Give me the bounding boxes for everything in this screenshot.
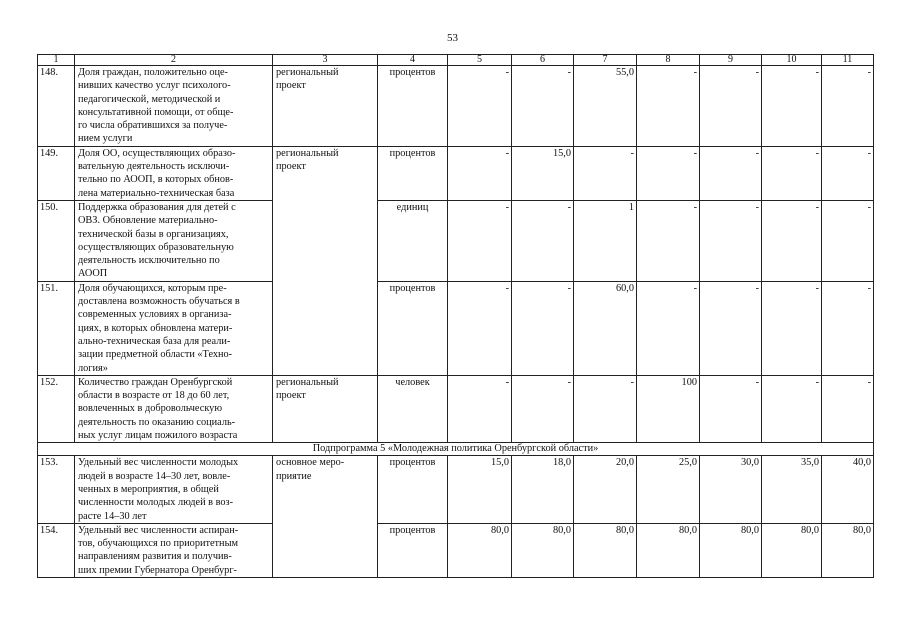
value-cell: - — [448, 375, 512, 442]
value-cell: 40,0 — [822, 456, 874, 523]
column-number: 2 — [75, 55, 273, 66]
value-cell: - — [448, 200, 512, 281]
value-cell: - — [822, 375, 874, 442]
row-number: 154. — [38, 523, 75, 577]
column-number: 11 — [822, 55, 874, 66]
indicator-type: региональный проект — [273, 66, 378, 147]
value-cell: 20,0 — [574, 456, 637, 523]
value-cell: - — [700, 146, 762, 200]
table-row — [38, 523, 874, 577]
value-cell: - — [762, 66, 822, 147]
indicator-type: основное меро- приятие — [273, 456, 378, 578]
value-cell: 80,0 — [762, 523, 822, 577]
value-cell: - — [512, 66, 574, 147]
indicator-name: Удельный вес численности молодых людей в возрасте 14–30 лет, вовле- ченных в мероприятия, в общей численности молодых людей в воз- расте 14–30 лет — [75, 456, 273, 523]
value-cell: 80,0 — [637, 523, 700, 577]
value-cell: - — [762, 200, 822, 281]
value-cell: - — [700, 281, 762, 375]
page-number: 53 — [447, 32, 458, 44]
unit: человек — [378, 375, 448, 442]
value-cell: - — [512, 375, 574, 442]
value-cell: - — [700, 375, 762, 442]
column-number: 6 — [512, 55, 574, 66]
value-cell: - — [448, 66, 512, 147]
indicators-table — [37, 54, 874, 578]
unit: процентов — [378, 146, 448, 200]
value-cell: - — [637, 281, 700, 375]
row-number: 150. — [38, 200, 75, 281]
value-cell: 15,0 — [512, 146, 574, 200]
value-cell: - — [822, 146, 874, 200]
table-row — [38, 200, 874, 281]
indicator-name: Удельный вес численности аспиран- тов, обучающихся по приоритетным направлениям развития и получив- ших премии Губернатора Оренбург- — [75, 523, 273, 577]
value-cell: - — [700, 200, 762, 281]
table-row — [38, 281, 874, 375]
value-cell: 80,0 — [822, 523, 874, 577]
table-row — [38, 375, 874, 442]
indicator-name: Поддержка образования для детей с ОВЗ. Обновление материально- технической базы в организациях, осуществляющих образовательную деятельность исключительно по АООП — [75, 200, 273, 281]
unit: единиц — [378, 200, 448, 281]
value-cell: - — [637, 200, 700, 281]
value-cell: 18,0 — [512, 456, 574, 523]
value-cell: 100 — [637, 375, 700, 442]
column-number: 8 — [637, 55, 700, 66]
value-cell: 80,0 — [574, 523, 637, 577]
value-cell: 55,0 — [574, 66, 637, 147]
value-cell: 1 — [574, 200, 637, 281]
row-number: 151. — [38, 281, 75, 375]
section-row — [38, 443, 874, 456]
indicator-name: Доля граждан, положительно оце- нивших качество услуг психолого- педагогической, методической и консультативной помощи, от обще- го числа обратившихся за получе- нием услуги — [75, 66, 273, 147]
value-cell: 80,0 — [448, 523, 512, 577]
unit: процентов — [378, 523, 448, 577]
value-cell: - — [448, 146, 512, 200]
unit: процентов — [378, 66, 448, 147]
table-row — [38, 456, 874, 523]
value-cell: - — [762, 281, 822, 375]
value-cell: 25,0 — [637, 456, 700, 523]
column-number-row — [38, 55, 874, 66]
row-number: 153. — [38, 456, 75, 523]
value-cell: 35,0 — [762, 456, 822, 523]
value-cell: - — [822, 281, 874, 375]
table-row — [38, 146, 874, 200]
column-number: 5 — [448, 55, 512, 66]
row-number: 149. — [38, 146, 75, 200]
value-cell: - — [822, 66, 874, 147]
indicator-name: Доля обучающихся, которым пре- доставлена возможность обучаться в современных условиях в организа- циях, в которых обновлена матери- ально-техническая база для реали- зации предметной области «Техно- логия» — [75, 281, 273, 375]
column-number: 4 — [378, 55, 448, 66]
subprogram-title: Подпрограмма 5 «Молодежная политика Оренбургской области» — [38, 443, 874, 456]
unit: процентов — [378, 456, 448, 523]
table-row — [38, 66, 874, 147]
column-number: 3 — [273, 55, 378, 66]
value-cell: - — [448, 281, 512, 375]
column-number: 9 — [700, 55, 762, 66]
value-cell: - — [700, 66, 762, 147]
value-cell: - — [637, 66, 700, 147]
value-cell: - — [512, 200, 574, 281]
unit: процентов — [378, 281, 448, 375]
value-cell: 80,0 — [512, 523, 574, 577]
value-cell: 60,0 — [574, 281, 637, 375]
value-cell: 80,0 — [700, 523, 762, 577]
indicator-type: региональный проект — [273, 375, 378, 442]
value-cell: 30,0 — [700, 456, 762, 523]
indicator-type: региональный проект — [273, 146, 378, 375]
column-number: 10 — [762, 55, 822, 66]
column-number: 7 — [574, 55, 637, 66]
value-cell: - — [762, 146, 822, 200]
row-number: 152. — [38, 375, 75, 442]
value-cell: - — [574, 375, 637, 442]
row-number: 148. — [38, 66, 75, 147]
indicator-name: Количество граждан Оренбургской области в возрасте от 18 до 60 лет, вовлеченных в добровольческую деятельность по оказанию социаль- ных услуг лицам пожилого возраста — [75, 375, 273, 442]
value-cell: - — [762, 375, 822, 442]
value-cell: - — [637, 146, 700, 200]
value-cell: 15,0 — [448, 456, 512, 523]
indicator-name: Доля ОО, осуществляющих образо- вательную деятельность исключи- тельно по АООП, в которых обнов- лена материально-техническая база — [75, 146, 273, 200]
value-cell: - — [574, 146, 637, 200]
value-cell: - — [822, 200, 874, 281]
column-number: 1 — [38, 55, 75, 66]
value-cell: - — [512, 281, 574, 375]
